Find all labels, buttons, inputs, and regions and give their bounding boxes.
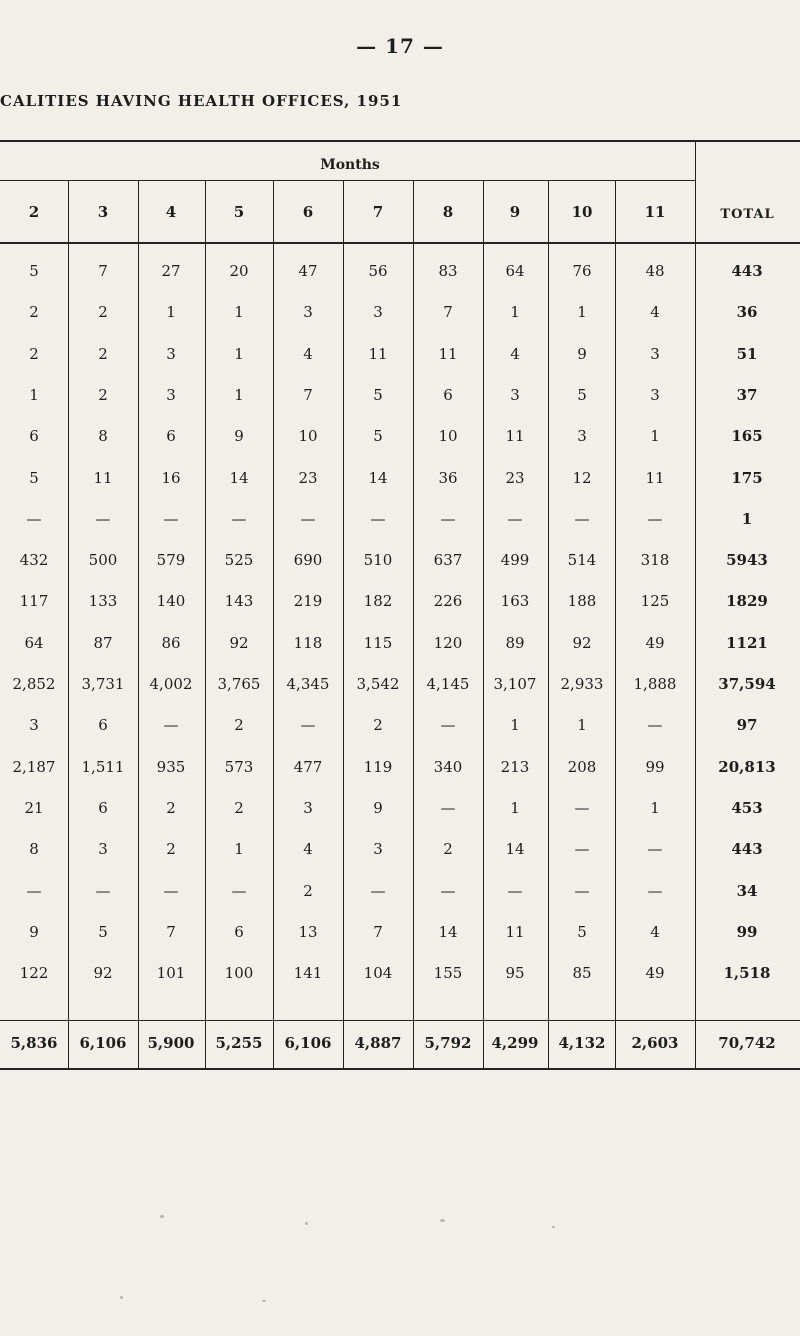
table-cell: 2,187 [12,758,56,776]
month-column-header: 10 [571,203,593,221]
table-cell: 1 [650,427,660,445]
row-total-cell: 1121 [726,634,768,652]
table-cell: 500 [88,551,118,569]
table-cell: 3 [166,386,176,404]
table-cell: — [163,882,179,900]
row-total-cell: 70,742 [718,1034,776,1052]
paper-speck [305,1222,308,1225]
table-cell: 6,106 [79,1034,127,1052]
table-cell: 2,852 [12,675,56,693]
month-column-header: 5 [233,203,245,221]
table-cell: 6 [29,427,39,445]
table-cell: 3 [98,840,108,858]
table-cell: 11 [645,469,665,487]
table-cell: 573 [224,758,254,776]
table-cell: 3 [650,345,660,363]
table-cell: 5 [577,923,587,941]
table-cell: 11 [93,469,113,487]
table-cell: — [300,510,316,528]
page-number: — 17 — [356,34,444,58]
table-cell: 5 [98,923,108,941]
table-cell: 5 [373,427,383,445]
row-total-cell: 97 [736,716,758,734]
table-cell: — [440,510,456,528]
table-cell: 23 [505,469,525,487]
row-total-cell: 51 [736,345,758,363]
table-cell: 14 [438,923,458,941]
table-cell: 2 [29,345,39,363]
table-cell: 155 [433,964,463,982]
table-cell: — [574,840,590,858]
table-cell: 49 [645,634,665,652]
month-column-header: 9 [509,203,521,221]
table-cell: 1 [577,716,587,734]
table-cell: 3 [650,386,660,404]
month-column-header: 7 [372,203,384,221]
table-cell: 3 [166,345,176,363]
table-cell: 935 [156,758,186,776]
table-cell: 579 [156,551,186,569]
table-cell: 3 [303,799,313,817]
row-total-cell: 175 [731,469,763,487]
row-total-cell: 443 [731,840,763,858]
table-cell: 83 [438,262,458,280]
table-cell: 1 [234,386,244,404]
row-total-cell: 99 [736,923,758,941]
table-cell: 477 [293,758,323,776]
table-cell: 4,132 [558,1034,606,1052]
table-cell: 14 [505,840,525,858]
table-cell: 7 [303,386,313,404]
table-cell: — [163,510,179,528]
table-cell: 87 [93,634,113,652]
table-cell: 2,603 [631,1034,679,1052]
table-cell: 10 [438,427,458,445]
table-cell: 6 [98,716,108,734]
table-cell: 2 [166,799,176,817]
total-column-header: TOTAL [720,207,775,222]
table-cell: 56 [368,262,388,280]
table-cell: 115 [363,634,393,652]
row-total-cell: 5943 [726,551,768,569]
table-cell: 92 [93,964,113,982]
table-top-rule [0,140,800,142]
table-cell: 36 [438,469,458,487]
table-cell: 117 [19,592,49,610]
table-cell: 2 [98,303,108,321]
row-total-cell: 1 [741,510,753,528]
row-total-cell: 453 [731,799,763,817]
table-cell: 9 [577,345,587,363]
table-cell: 1 [29,386,39,404]
months-underline [0,180,695,181]
table-cell: 3,542 [356,675,400,693]
table-cell: 5,255 [215,1034,263,1052]
table-cell: — [300,716,316,734]
table-cell: 16 [161,469,181,487]
table-cell: 3,765 [217,675,261,693]
table-cell: 213 [500,758,530,776]
table-cell: 188 [567,592,597,610]
table-cell: — [26,882,42,900]
table-cell: 2 [443,840,453,858]
table-cell: 5,792 [424,1034,472,1052]
row-total-cell: 165 [731,427,763,445]
table-cell: 1 [510,716,520,734]
table-cell: 5,836 [10,1034,58,1052]
table-cell: 7 [166,923,176,941]
month-column-header: 2 [28,203,40,221]
table-cell: 5,900 [147,1034,195,1052]
table-cell: — [440,882,456,900]
table-cell: 7 [98,262,108,280]
table-cell: 21 [24,799,44,817]
table-cell: 4 [510,345,520,363]
row-total-cell: 36 [736,303,758,321]
table-cell: — [647,882,663,900]
table-cell: 4 [650,303,660,321]
table-cell: — [370,510,386,528]
table-cell: 141 [293,964,323,982]
row-total-cell: 34 [736,882,758,900]
table-cell: 525 [224,551,254,569]
row-total-cell: 37,594 [718,675,776,693]
table-cell: 9 [373,799,383,817]
table-cell: 1 [650,799,660,817]
table-cell: 92 [572,634,592,652]
table-cell: 118 [293,634,323,652]
row-total-cell: 37 [736,386,758,404]
page-heading: CALITIES HAVING HEALTH OFFICES, 1951 [0,92,403,110]
table-cell: 47 [298,262,318,280]
table-cell: 2 [303,882,313,900]
paper-speck [262,1300,266,1302]
table-cell: 48 [645,262,665,280]
months-group-title: Months [320,157,380,173]
table-cell: 2 [166,840,176,858]
table-cell: 637 [433,551,463,569]
table-cell: 3 [373,303,383,321]
table-cell: 49 [645,964,665,982]
table-cell: 13 [298,923,318,941]
table-cell: 4,887 [354,1034,402,1052]
table-cell: 1,511 [81,758,125,776]
table-cell: 27 [161,262,181,280]
table-cell: 3,731 [81,675,125,693]
table-cell: 1 [166,303,176,321]
table-cell: 5 [29,469,39,487]
table-cell: 99 [645,758,665,776]
table-cell: 12 [572,469,592,487]
table-cell: 4,002 [149,675,193,693]
table-cell: 1,888 [633,675,677,693]
table-cell: 89 [505,634,525,652]
row-total-cell: 1,518 [723,964,771,982]
table-cell: 100 [224,964,254,982]
table-cell: — [440,799,456,817]
table-cell: 182 [363,592,393,610]
table-cell: 2 [234,716,244,734]
table-cell: 76 [572,262,592,280]
table-cell: 120 [433,634,463,652]
table-cell: 8 [29,840,39,858]
table-cell: 499 [500,551,530,569]
table-cell: — [647,716,663,734]
table-cell: — [507,510,523,528]
paper-speck [440,1219,445,1222]
table-cell: 23 [298,469,318,487]
table-cell: 3 [303,303,313,321]
header-bottom-rule [0,242,800,244]
table-cell: — [231,510,247,528]
table-cell: 5 [373,386,383,404]
table-cell: 690 [293,551,323,569]
table-cell: 514 [567,551,597,569]
table-cell: 5 [29,262,39,280]
table-cell: 140 [156,592,186,610]
table-cell: 2 [234,799,244,817]
table-cell: 20 [229,262,249,280]
table-cell: — [163,716,179,734]
paper-speck [160,1215,164,1218]
table-cell: 7 [443,303,453,321]
month-column-header: 11 [644,203,666,221]
table-cell: 3,107 [493,675,537,693]
table-cell: 11 [368,345,388,363]
table-cell: 119 [363,758,393,776]
table-cell: 1 [234,840,244,858]
table-cell: 14 [368,469,388,487]
table-cell: 3 [577,427,587,445]
table-cell: 208 [567,758,597,776]
table-cell: 340 [433,758,463,776]
table-cell: — [440,716,456,734]
table-cell: 101 [156,964,186,982]
table-cell: — [574,510,590,528]
table-cell: 5 [577,386,587,404]
row-total-cell: 443 [731,262,763,280]
table-cell: 2 [98,386,108,404]
table-cell: — [231,882,247,900]
table-cell: 64 [505,262,525,280]
table-cell: 2 [29,303,39,321]
month-column-header: 4 [165,203,177,221]
table-cell: 14 [229,469,249,487]
row-total-cell: 1829 [726,592,768,610]
table-cell: 11 [505,427,525,445]
paper-speck [552,1226,555,1228]
table-cell: 1 [577,303,587,321]
table-cell: 3 [373,840,383,858]
table-cell: 1 [234,345,244,363]
table-bottom-rule [0,1068,800,1070]
table-cell: — [647,510,663,528]
paper-speck [120,1296,123,1299]
table-cell: 6,106 [284,1034,332,1052]
table-cell: 143 [224,592,254,610]
table-cell: 1 [234,303,244,321]
table-cell: 1 [510,799,520,817]
table-cell: 4,145 [426,675,470,693]
table-cell: 432 [19,551,49,569]
table-cell: 64 [24,634,44,652]
table-cell: 2 [98,345,108,363]
table-cell: 4 [650,923,660,941]
month-column-header: 8 [442,203,454,221]
total-col-divider [695,142,696,1068]
table-cell: — [507,882,523,900]
table-cell: 86 [161,634,181,652]
table-cell: 4,299 [491,1034,539,1052]
totals-top-rule [0,1020,800,1021]
table-cell: — [370,882,386,900]
table-cell: 125 [640,592,670,610]
table-cell: 318 [640,551,670,569]
table-cell: 8 [98,427,108,445]
table-cell: 95 [505,964,525,982]
row-total-cell: 20,813 [718,758,776,776]
month-column-header: 3 [97,203,109,221]
table-cell: 6 [443,386,453,404]
table-cell: 6 [166,427,176,445]
table-cell: 85 [572,964,592,982]
table-cell: 4 [303,345,313,363]
table-cell: 92 [229,634,249,652]
table-cell: 9 [234,427,244,445]
table-cell: 1 [510,303,520,321]
table-cell: 2,933 [560,675,604,693]
table-cell: 7 [373,923,383,941]
table-cell: 133 [88,592,118,610]
table-cell: 3 [29,716,39,734]
table-cell: — [95,882,111,900]
table-cell: — [574,882,590,900]
table-cell: — [647,840,663,858]
table-cell: — [95,510,111,528]
table-cell: 11 [505,923,525,941]
table-cell: 163 [500,592,530,610]
table-cell: 510 [363,551,393,569]
table-cell: 3 [510,386,520,404]
table-cell: 226 [433,592,463,610]
table-cell: 4,345 [286,675,330,693]
table-cell: 6 [234,923,244,941]
table-cell: 11 [438,345,458,363]
month-column-header: 6 [302,203,314,221]
table-cell: 2 [373,716,383,734]
table-cell: — [574,799,590,817]
table-cell: 104 [363,964,393,982]
table-cell: 9 [29,923,39,941]
table-cell: 6 [98,799,108,817]
table-cell: 122 [19,964,49,982]
table-cell: — [26,510,42,528]
table-cell: 219 [293,592,323,610]
table-cell: 10 [298,427,318,445]
table-cell: 4 [303,840,313,858]
